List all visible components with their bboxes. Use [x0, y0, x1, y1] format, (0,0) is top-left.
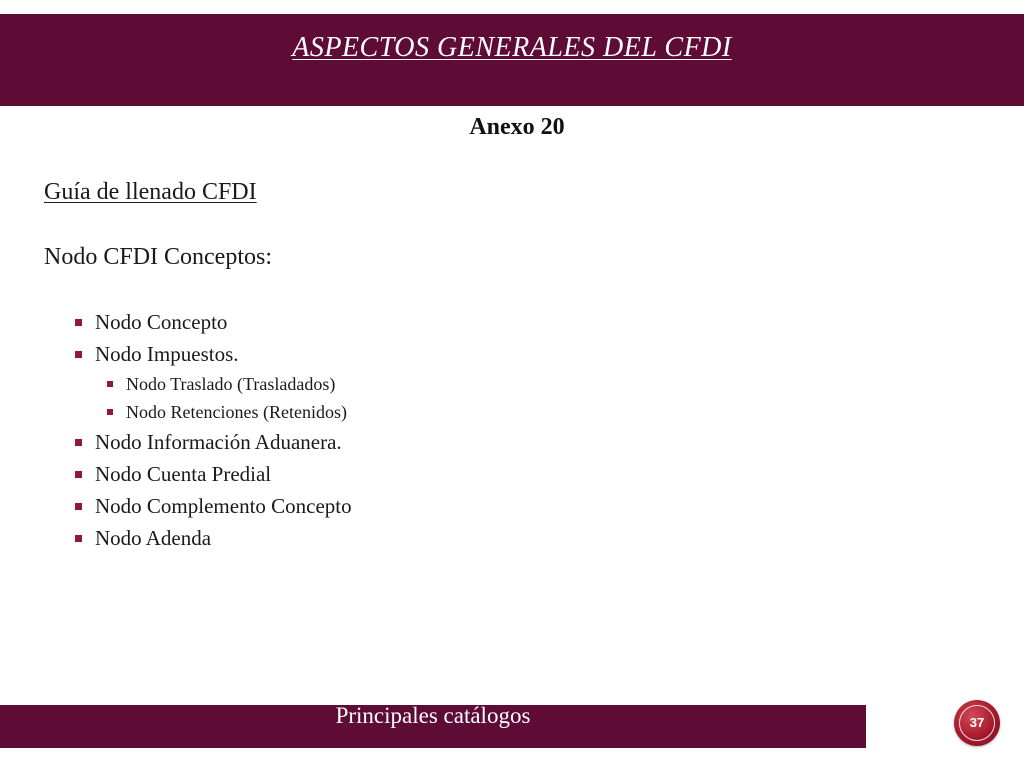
slide-title: ASPECTOS GENERALES DEL CFDI	[292, 32, 732, 63]
list-item	[0, 338, 900, 370]
node-list	[0, 306, 900, 554]
bullet-square-icon	[107, 381, 113, 387]
list-item	[0, 522, 900, 554]
bullet-square-icon	[75, 319, 82, 326]
list-subitem-label: Nodo Retenciones (Retenidos)	[126, 402, 347, 422]
list-item-label: Nodo Impuestos.	[95, 342, 239, 366]
page-number: 37	[969, 715, 985, 730]
list-subitem-label: Nodo Traslado (Trasladados)	[126, 374, 336, 394]
list-item	[0, 306, 900, 338]
bullet-square-icon	[75, 439, 82, 446]
guide-heading: Guía de llenado CFDI	[44, 179, 257, 205]
bullet-square-icon	[75, 471, 82, 478]
bullet-square-icon	[107, 409, 113, 415]
list-item-label: Nodo Cuenta Predial	[95, 462, 272, 486]
footer-text: Principales catálogos	[335, 703, 531, 728]
node-heading: Nodo CFDI Conceptos:	[44, 244, 272, 270]
list-item-label: Nodo Concepto	[95, 310, 228, 334]
list-item	[0, 490, 900, 522]
list-item	[0, 458, 900, 490]
list-item	[0, 426, 900, 458]
bullet-square-icon	[75, 535, 82, 542]
list-subitem	[0, 370, 900, 398]
page-number-badge	[954, 700, 1000, 746]
bullet-square-icon	[75, 351, 82, 358]
list-item-label: Nodo Adenda	[95, 526, 212, 550]
list-item-label: Nodo Información Aduanera.	[95, 430, 342, 454]
list-subitem	[0, 398, 900, 426]
list-item-label: Nodo Complemento Concepto	[95, 494, 352, 518]
bullet-square-icon	[75, 503, 82, 510]
slide-subtitle: Anexo 20	[469, 114, 565, 140]
